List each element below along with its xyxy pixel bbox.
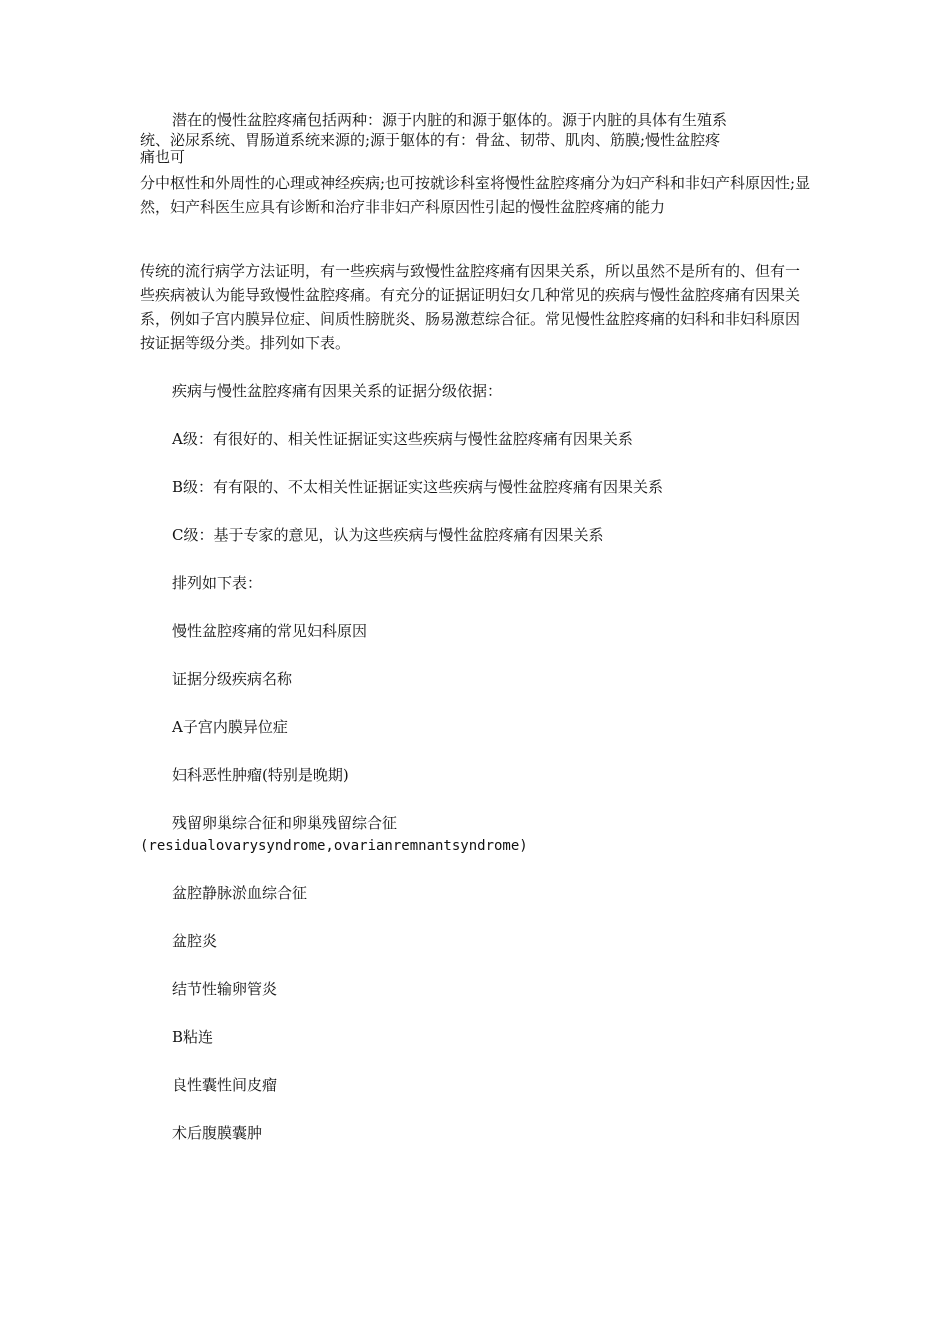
table-header: 证据分级疾病名称 — [172, 670, 293, 688]
table-row: B粘连 — [172, 1028, 214, 1046]
table-row: 良性囊性间皮瘤 — [172, 1076, 278, 1094]
document-page — [140, 108, 812, 1145]
table-title: 慢性盆腔疼痛的常见妇科原因 — [172, 622, 368, 640]
table-row: 妇科恶性肿瘤(特别是晚期) — [172, 766, 349, 784]
grade-b-definition: B级：有有限的、不太相关性证据证实这些疾病与慢性盆腔疼痛有因果关系 — [172, 478, 664, 496]
grade-a-definition: A级：有很好的、相关性证据证实这些疾病与慢性盆腔疼痛有因果关系 — [172, 430, 633, 448]
table-row: 结节性输卵管炎 — [172, 980, 278, 998]
table-row: 术后腹膜囊肿 — [172, 1124, 263, 1142]
table-intro: 排列如下表： — [172, 574, 263, 592]
intro-paragraph-line2: 统、泌尿系统、胃肠道系统来源的;源于躯体的有：骨盆、韧带、肌肉、筋膜;慢性盆腔疼 — [140, 131, 721, 149]
grading-heading: 疾病与慢性盆腔疼痛有因果关系的证据分级依据： — [172, 382, 503, 400]
table-row: 残留卵巢综合征和卵巢残留综合征 — [172, 814, 398, 832]
epidemiology-paragraph: 传统的流行病学方法证明，有一些疾病与致慢性盆腔疼痛有因果关系，所以虽然不是所有的、但有一些疾病被认为能导致慢性盆腔疼痛。有充分的证据证明妇女几种常见的疾病与慢性盆腔疼痛有因果关系，例如子宫内膜异位症、间质性膀胱炎、肠易激惹综合征。常见慢性盆腔疼痛的妇科和非妇科原因按证据等级分类。排列如下表。 — [140, 262, 801, 352]
table-row-english: (residualovarysyndrome,ovarianremnantsyndrome) — [140, 838, 528, 854]
table-row: 盆腔静脉淤血综合征 — [172, 884, 308, 902]
table-row: A子宫内膜异位症 — [172, 718, 288, 736]
grade-c-definition: C级：基于专家的意见，认为这些疾病与慢性盆腔疼痛有因果关系 — [172, 526, 604, 544]
intro-paragraph-line3: 痛也可 — [140, 148, 186, 166]
table-row: 盆腔炎 — [172, 932, 218, 950]
intro-paragraph-continued: 分中枢性和外周性的心理或神经疾病;也可按就诊科室将慢性盆腔疼痛分为妇产科和非妇产科原因性;显然，妇产科医生应具有诊断和治疗非非妇产科原因性引起的慢性盆腔疼痛的能力 — [140, 174, 811, 216]
intro-paragraph-line1: 潜在的慢性盆腔疼痛包括两种：源于内脏的和源于躯体的。源于内脏的具体有生殖系 — [172, 111, 728, 129]
